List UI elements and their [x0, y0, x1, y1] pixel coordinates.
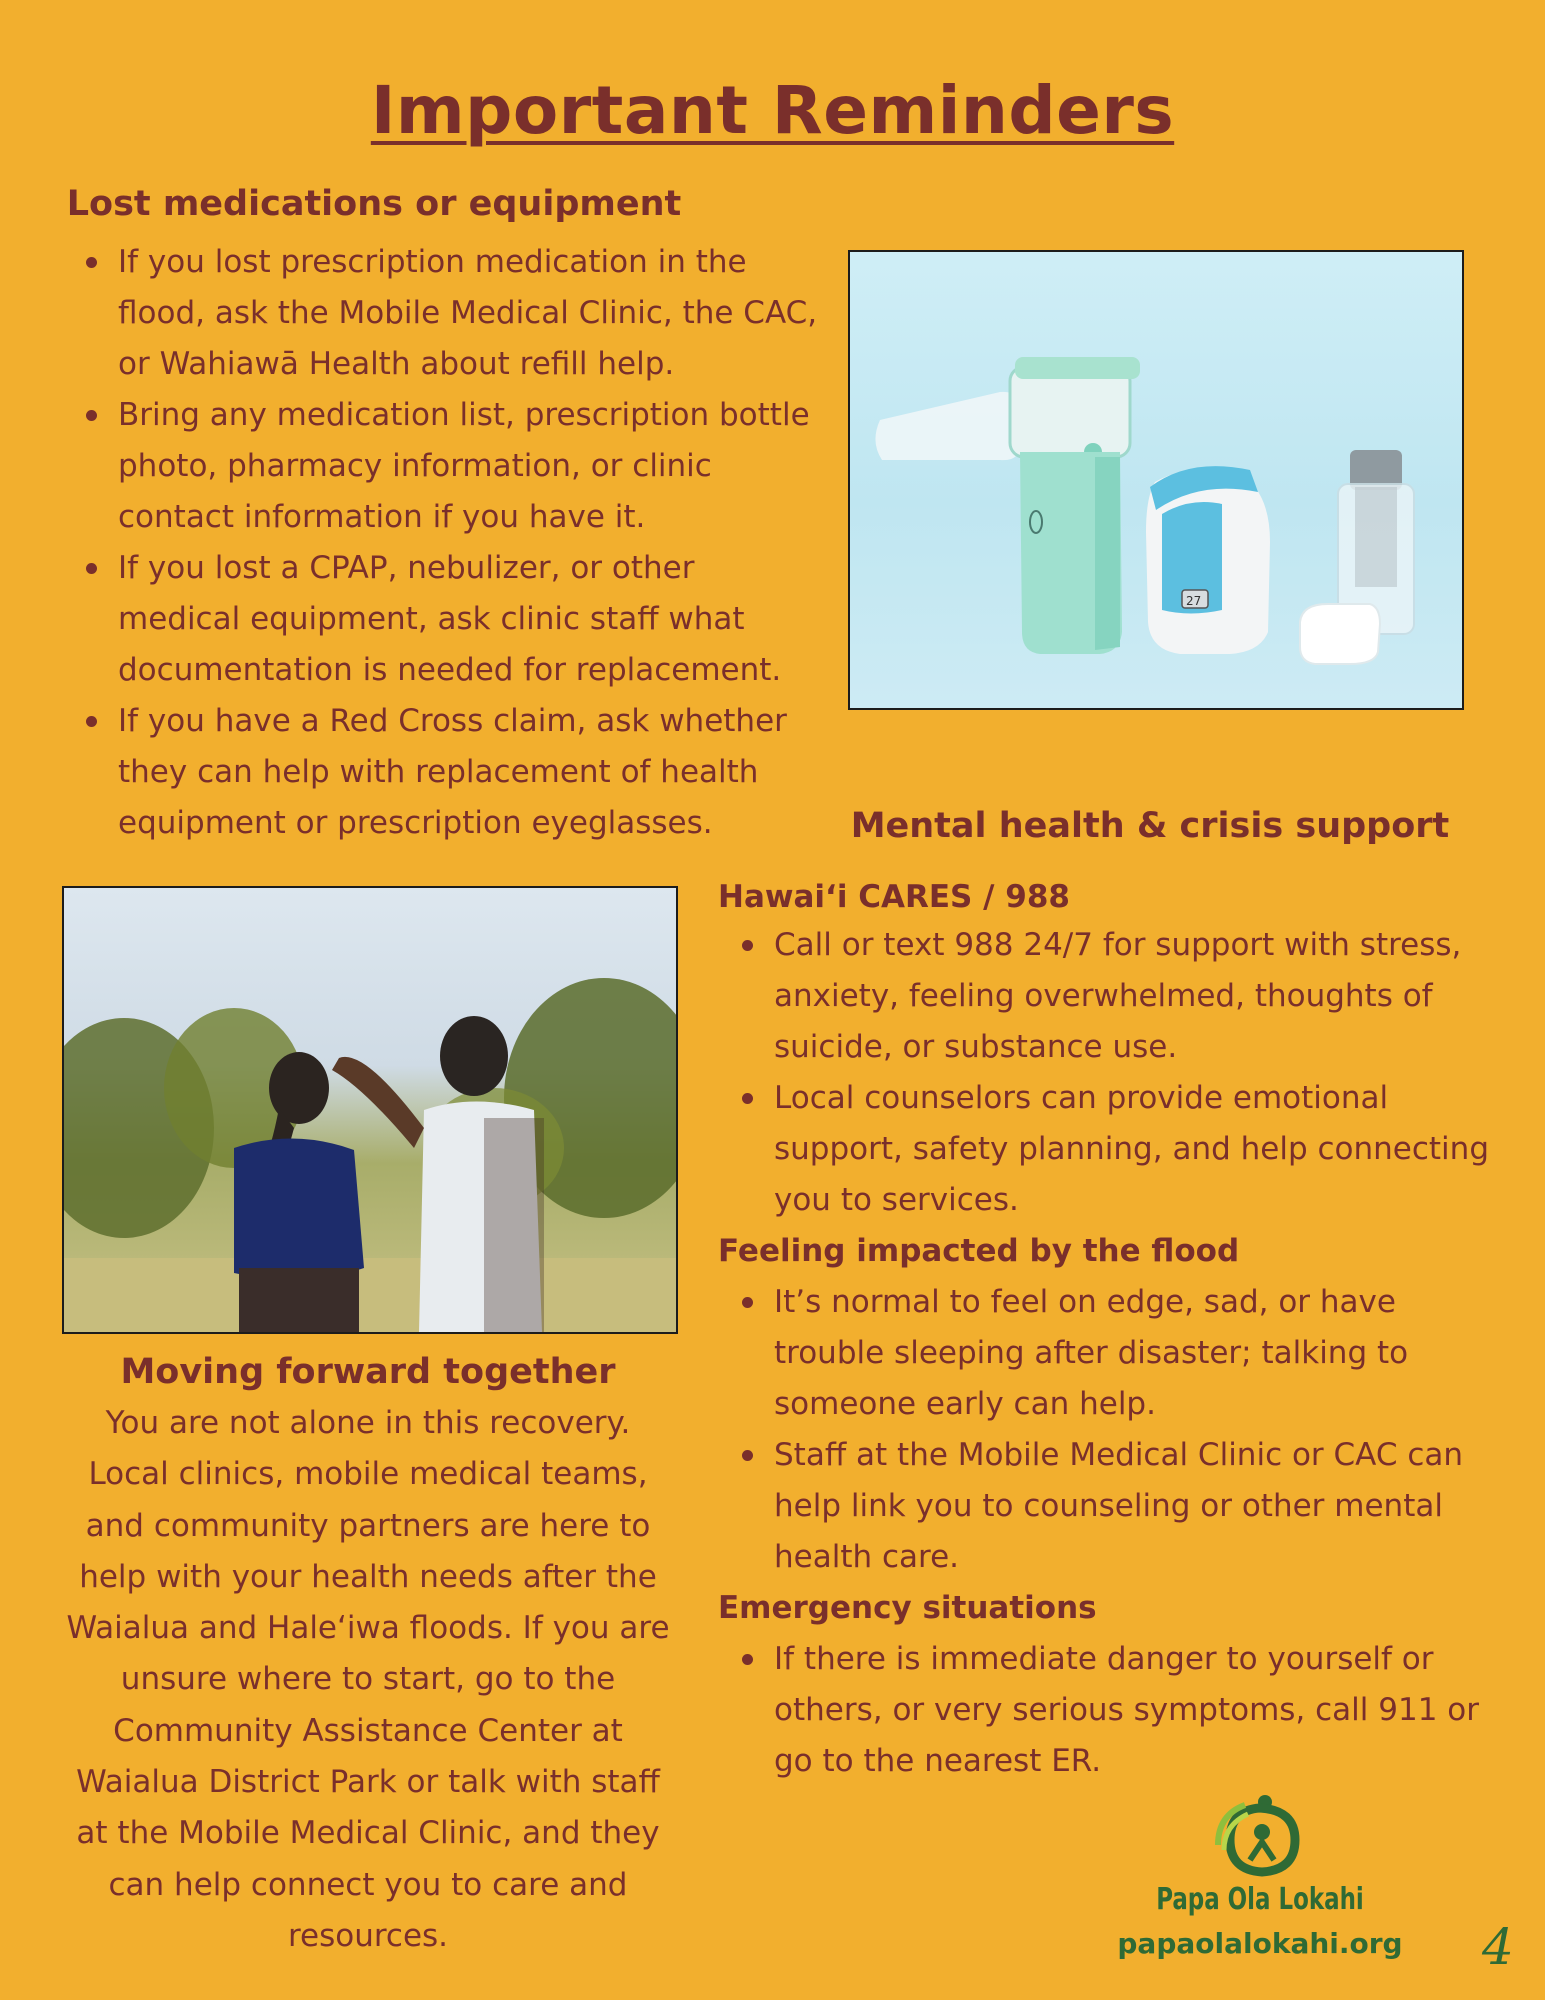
list-item: Bring any medication list, prescription bottle photo, pharmacy information, or clinic contact information if you have it. [118, 390, 822, 543]
footer-logo [1100, 1790, 1420, 1960]
moving-forward-heading: Moving forward together [120, 1352, 616, 1392]
support-photo [62, 886, 678, 1334]
support-illustration [64, 888, 676, 1332]
medical-devices-photo [848, 250, 1464, 710]
lost-meds-list [62, 237, 822, 849]
moving-forward-body: You are not alone in this recovery. Local clinics, mobile medical teams, and community partners are here to help with your health needs after the Waialua and Haleʻiwa floods. If you are unsure where to start, go to the Community Assistance Center at Waialua District Park or talk with staff at the Mobile Medical Clinic, and they can help connect you to care and resources. [66, 1405, 670, 1954]
list-item: Local counselors can provide emotional support, safety planning, and help connecting you to services. [774, 1073, 1498, 1226]
list-item: If you lost prescription medication in the flood, ask the Mobile Medical Clinic, the CAC, or Wahiawā Health about refill help. [118, 237, 822, 390]
subheading-emergency: Emergency situations [718, 1590, 1097, 1626]
website-link[interactable]: papaolalokahi.org [1117, 1927, 1403, 1960]
list-item: If you lost a CPAP, nebulizer, or other medical equipment, ask clinic staff what documentation is needed for replacement. [118, 543, 822, 696]
org-name: Papa Ola Lokahi [1156, 1882, 1364, 1917]
list-988 [718, 920, 1498, 1226]
list-item: Staff at the Mobile Medical Clinic or CAC can help link you to counseling or other mental health care. [774, 1430, 1498, 1583]
mental-health-heading: Mental health & crisis support [850, 806, 1450, 846]
subheading-988: Hawaiʻi CARES / 988 [718, 879, 1070, 915]
dose-counter: 27 [1186, 594, 1202, 608]
papa-ola-lokahi-logo-icon [1210, 1790, 1310, 1880]
page-title: Important Reminders [370, 72, 1175, 149]
list-flood [718, 1277, 1498, 1583]
list-item: If there is immediate danger to yourself or others, or very serious symptoms, call 911 or go to the nearest ER. [774, 1634, 1498, 1787]
moving-forward-section [62, 1352, 674, 1962]
lost-meds-heading: Lost medications or equipment [66, 184, 682, 224]
medical-devices-illustration [850, 252, 1462, 708]
list-item: If you have a Red Cross claim, ask whether they can help with replacement of health equipment or prescription eyeglasses. [118, 696, 822, 849]
page-number: 4 [1482, 1918, 1514, 1976]
subheading-flood: Feeling impacted by the flood [718, 1233, 1240, 1269]
list-item: It’s normal to feel on edge, sad, or have trouble sleeping after disaster; talking to someone early can help. [774, 1277, 1498, 1430]
mental-health-section [718, 874, 1498, 1787]
list-emergency [718, 1634, 1498, 1787]
lost-meds-section [62, 184, 822, 849]
list-item: Call or text 988 24/7 for support with stress, anxiety, feeling overwhelmed, thoughts of suicide, or substance use. [774, 920, 1498, 1073]
